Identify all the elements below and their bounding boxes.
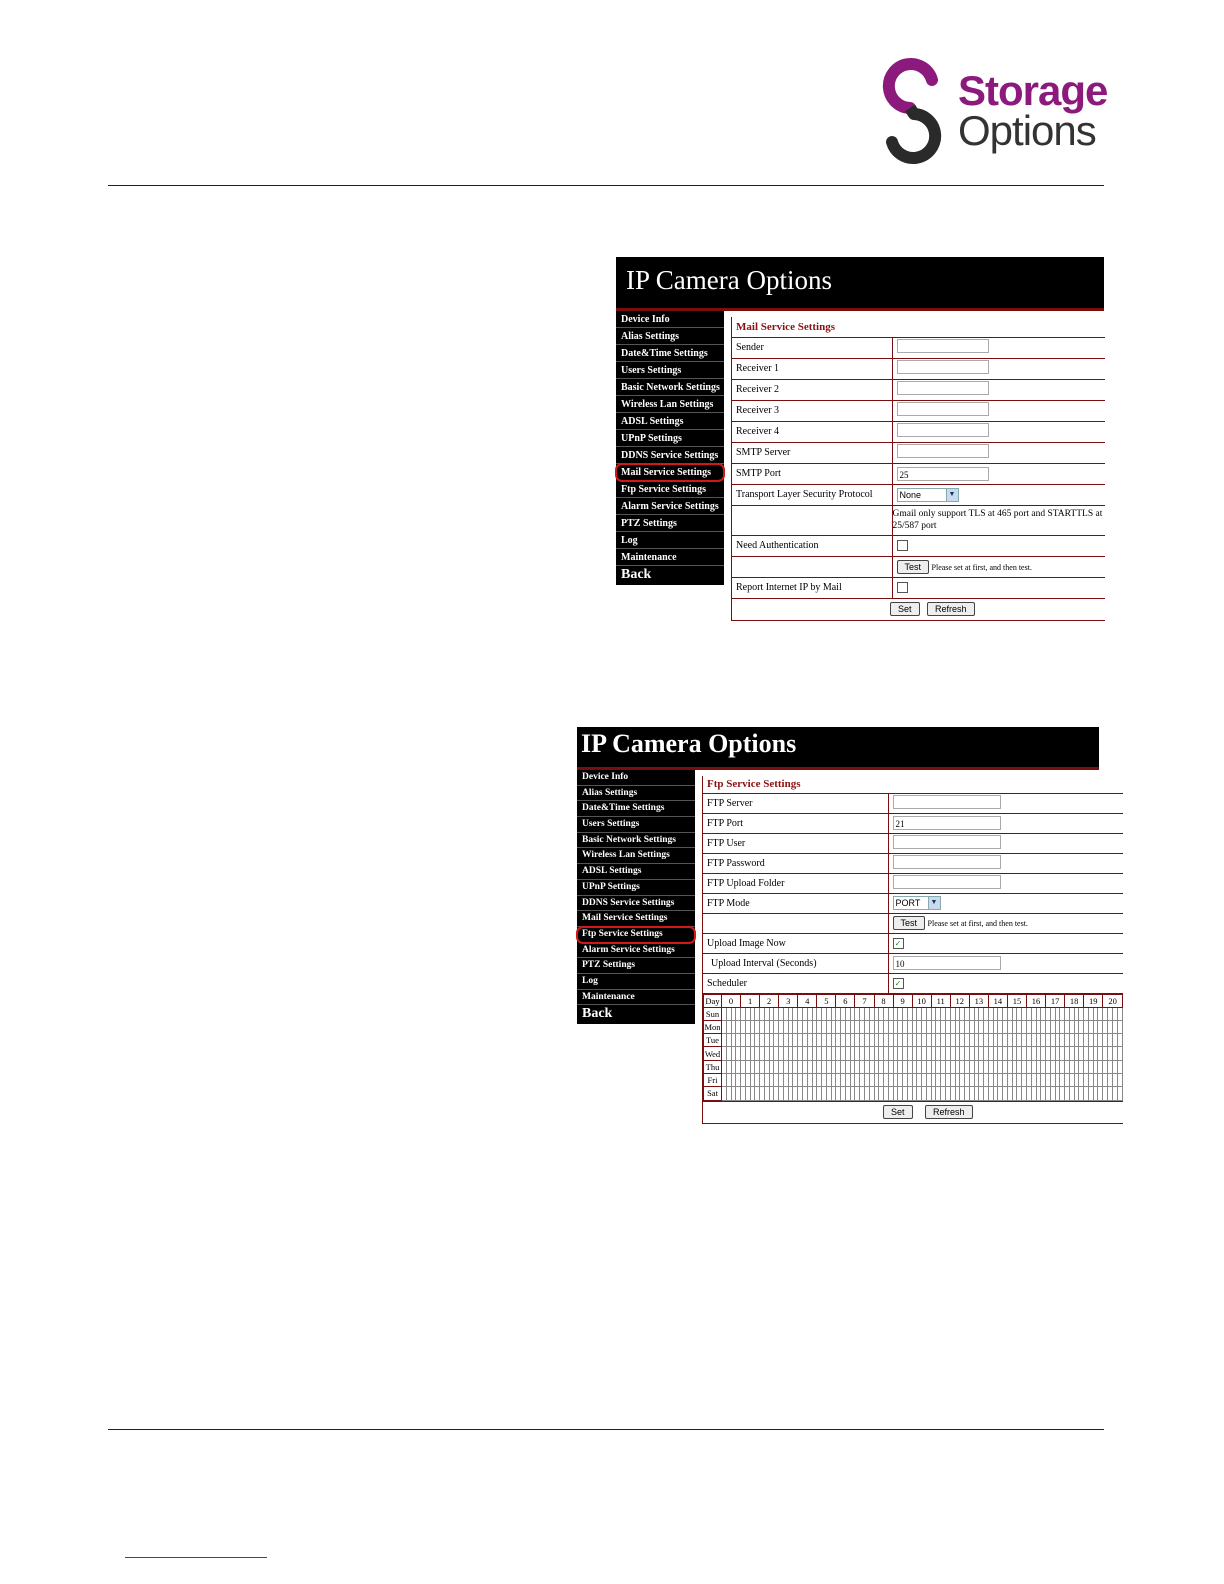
refresh-button[interactable]: Refresh [927,602,975,616]
schedule-day-label: Tue [704,1034,722,1047]
receiver1-label: Receiver 1 [732,358,892,379]
receiver1-input[interactable] [897,360,989,374]
section-title: Mail Service Settings [732,317,1105,337]
sidebar-item-ddns-service-settings[interactable]: DDNS Service Settings [616,447,724,464]
test-button[interactable]: Test [897,560,930,574]
schedule-slot[interactable] [1117,1060,1122,1073]
mail-settings-screenshot [616,257,1104,627]
upload-interval-label: Upload Interval (Seconds) [703,953,888,973]
refresh-button[interactable]: Refresh [925,1105,973,1119]
schedule-hour-header: 10 [912,994,931,1007]
set-button[interactable]: Set [890,602,920,616]
smtp-server-label: SMTP Server [732,442,892,463]
sidebar-item-date-time-settings[interactable]: Date&Time Settings [577,801,695,817]
ftp-server-label: FTP Server [703,793,888,813]
schedule-hour-header: 20 [1103,994,1123,1007]
schedule-hour-header: 2 [760,994,779,1007]
schedule-day-label: Mon [704,1021,721,1032]
report-ip-checkbox[interactable] [897,582,908,593]
ftp-folder-label: FTP Upload Folder [703,873,888,893]
sidebar-item-basic-network-settings[interactable]: Basic Network Settings [616,379,724,396]
sidebar-item-users-settings[interactable]: Users Settings [616,362,724,379]
sidebar-item-date-time-settings[interactable]: Date&Time Settings [616,345,724,362]
sidebar-item-back[interactable]: Back [582,1006,613,1022]
schedule-hour-header: 14 [988,994,1007,1007]
schedule-hour-header: 7 [855,994,874,1007]
sidebar-item-ptz-settings[interactable]: PTZ Settings [616,515,724,532]
storage-options-logo [880,62,1108,162]
smtp-port-label: SMTP Port [732,463,892,484]
sidebar-item-mail-service-settings[interactable]: Mail Service Settings [616,464,724,481]
ftp-mode-select[interactable] [893,896,941,910]
schedule-hour-header: 17 [1046,994,1065,1007]
ftp-password-label: FTP Password [703,853,888,873]
need-auth-label: Need Authentication [732,535,892,556]
sidebar-item-wireless-lan-settings[interactable]: Wireless Lan Settings [577,848,695,864]
section-title: Ftp Service Settings [703,776,1123,793]
sidebar-item-mail-service-settings[interactable]: Mail Service Settings [577,911,695,927]
upload-interval-input[interactable]: 10 [893,956,1001,970]
sidebar-item-ptz-settings[interactable]: PTZ Settings [577,958,695,974]
sidebar-item-back[interactable]: Back [621,567,652,582]
receiver2-input[interactable] [897,381,989,395]
sidebar-item-adsl-settings[interactable]: ADSL Settings [616,413,724,430]
scheduler-label: Scheduler [703,973,888,993]
schedule-hour-header: 19 [1084,994,1103,1007]
test-note: Please set at first, and then test. [927,919,1028,928]
ftp-user-input[interactable] [893,835,1001,849]
schedule-slot[interactable] [1117,1034,1122,1047]
schedule-hour-header: 6 [836,994,855,1007]
sender-label: Sender [732,337,892,358]
ftp-settings-screenshot [577,727,1117,1124]
chevron-down-icon: ▼ [928,897,940,909]
sidebar-item-basic-network-settings[interactable]: Basic Network Settings [577,833,695,849]
schedule-day-label: Wed [704,1048,721,1059]
logo-text-options: Options [958,107,1096,154]
schedule-grid [703,994,1123,1101]
schedule-hour-header: 0 [722,994,741,1007]
schedule-hour-header: 9 [893,994,912,1007]
schedule-day-label: Sun [704,1007,722,1020]
set-button[interactable]: Set [883,1105,913,1119]
smtp-port-input[interactable]: 25 [897,467,989,481]
title-bar [616,257,1104,311]
sidebar-item-log[interactable]: Log [577,974,695,990]
sidebar-item-device-info[interactable]: Device Info [577,770,695,786]
header-rule [108,185,1104,186]
ftp-mode-value: PORT [895,898,921,908]
schedule-hour-header: 3 [779,994,798,1007]
sidebar-item-ddns-service-settings[interactable]: DDNS Service Settings [577,896,695,912]
title-bar [577,727,1099,770]
sidebar-item-alias-settings[interactable]: Alias Settings [577,786,695,802]
schedule-slot[interactable] [1117,1007,1122,1020]
schedule-slot[interactable] [1117,1073,1122,1086]
schedule-day-label: Fri [704,1073,722,1086]
sidebar-item-alias-settings[interactable]: Alias Settings [616,328,724,345]
page-title: IP Camera Options [626,265,832,295]
schedule-day-label: Sat [704,1087,722,1100]
tls-select-value: None [899,489,922,500]
schedule-hour-header: 15 [1007,994,1026,1007]
receiver3-label: Receiver 3 [732,400,892,421]
ftp-server-input[interactable] [893,795,1001,809]
sidebar-item-maintenance[interactable]: Maintenance [616,549,724,566]
schedule-hour-header: 1 [741,994,760,1007]
tls-label: Transport Layer Security Protocol [732,484,892,505]
schedule-hour-header: 8 [874,994,893,1007]
need-auth-checkbox[interactable] [897,540,908,551]
sidebar-item-upnp-settings[interactable]: UPnP Settings [577,880,695,896]
receiver3-input[interactable] [897,402,989,416]
schedule-hour-header: 4 [798,994,817,1007]
receiver2-label: Receiver 2 [732,379,892,400]
ftp-password-input[interactable] [893,855,1001,869]
schedule-hour-header: 18 [1065,994,1084,1007]
sidebar-menu [616,311,724,585]
gmail-note: Gmail only support TLS at 465 port and STARTTLS at 25/587 port [892,505,1105,535]
receiver4-label: Receiver 4 [732,421,892,442]
logo-s-mark-icon [880,62,944,160]
mail-settings-form [731,317,1105,621]
tls-select[interactable] [897,488,959,502]
test-note: Please set at first, and then test. [931,562,1032,572]
sidebar-item-ftp-service-settings[interactable]: Ftp Service Settings [577,927,695,943]
report-ip-label: Report Internet IP by Mail [732,577,892,598]
sidebar-item-alarm-service-settings[interactable]: Alarm Service Settings [577,943,695,959]
sidebar-menu [577,770,695,1024]
upload-now-label: Upload Image Now [703,933,888,953]
footer-link-underline[interactable] [125,1557,267,1558]
ftp-user-label: FTP User [703,833,888,853]
receiver4-input[interactable] [897,423,989,437]
schedule-slot[interactable] [1117,1087,1122,1100]
test-button[interactable]: Test [893,916,926,930]
ftp-port-input[interactable]: 21 [893,816,1001,830]
schedule-hour-header: 12 [950,994,969,1007]
sidebar-item-users-settings[interactable]: Users Settings [577,817,695,833]
sidebar-item-wireless-lan-settings[interactable]: Wireless Lan Settings [616,396,724,413]
schedule-hour-header: 5 [817,994,836,1007]
footer-rule [108,1429,1104,1430]
schedule-corner-label: Day [705,995,720,1006]
schedule-hour-header: 13 [969,994,988,1007]
page-title: IP Camera Options [581,729,797,758]
sidebar-item-log[interactable]: Log [616,532,724,549]
sidebar-item-maintenance[interactable]: Maintenance [577,990,695,1006]
ftp-settings-form [702,776,1117,1124]
schedule-day-label: Thu [704,1060,722,1073]
sidebar-item-adsl-settings[interactable]: ADSL Settings [577,864,695,880]
sidebar-item-upnp-settings[interactable]: UPnP Settings [616,430,724,447]
sidebar-item-ftp-service-settings[interactable]: Ftp Service Settings [616,481,724,498]
ftp-port-label: FTP Port [703,813,888,833]
schedule-hour-header: 11 [931,994,950,1007]
scheduler-checkbox[interactable]: ✓ [893,978,904,989]
sender-input[interactable] [897,339,989,353]
chevron-down-icon: ▼ [946,489,958,501]
smtp-server-input[interactable] [897,444,989,458]
schedule-slot[interactable] [1117,1020,1122,1033]
schedule-hour-header: 16 [1027,994,1046,1007]
ftp-mode-label: FTP Mode [703,893,888,913]
upload-now-checkbox[interactable]: ✓ [893,938,904,949]
schedule-slot[interactable] [1117,1047,1122,1060]
sidebar-item-device-info[interactable]: Device Info [616,311,724,328]
ftp-folder-input[interactable] [893,875,1001,889]
sidebar-item-alarm-service-settings[interactable]: Alarm Service Settings [616,498,724,515]
logo-text-storage: Storage [958,67,1108,114]
